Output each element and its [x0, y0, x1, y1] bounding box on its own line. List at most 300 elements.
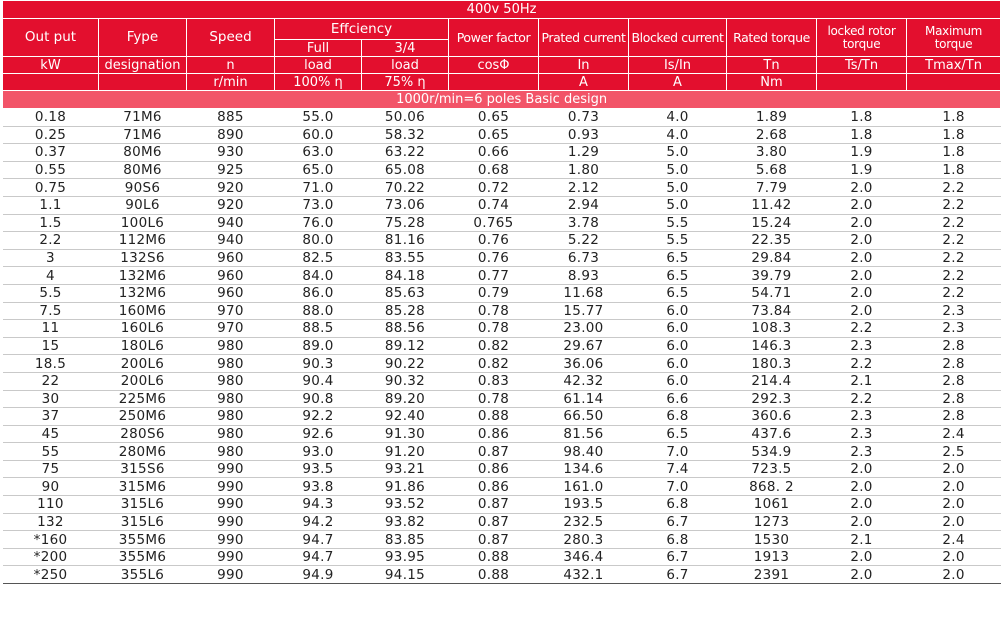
- cell-type: 315S6: [99, 460, 187, 478]
- cell-rated-current: 346.4: [539, 548, 629, 566]
- cell-eff-34: 94.15: [362, 566, 449, 584]
- cell-max-torque: 2.2: [907, 267, 1001, 285]
- unit2-locked-rotor: [817, 74, 907, 91]
- cell-power-factor: 0.88: [449, 548, 539, 566]
- table-row: [3, 249, 1001, 267]
- cell-eff-34: 73.06: [362, 196, 449, 214]
- unit-output: kW: [3, 57, 99, 74]
- cell-max-torque: 1.8: [907, 126, 1001, 144]
- cell-locked-rotor: 2.0: [817, 548, 907, 566]
- cell-type: 132M6: [99, 267, 187, 285]
- spec-rows: [3, 109, 1001, 584]
- cell-power-factor: 0.77: [449, 267, 539, 285]
- cell-speed: 990: [187, 566, 275, 584]
- table-row: [3, 109, 1001, 127]
- cell-type: 280M6: [99, 443, 187, 461]
- unit-speed: n: [187, 57, 275, 74]
- unit-type: designation: [99, 57, 187, 74]
- cell-output: 110: [3, 496, 99, 514]
- cell-type: 160M6: [99, 302, 187, 320]
- cell-locked-rotor: 2.0: [817, 284, 907, 302]
- cell-power-factor: 0.86: [449, 460, 539, 478]
- cell-power-factor: 0.88: [449, 408, 539, 426]
- cell-rated-torque: 3.80: [727, 144, 817, 162]
- cell-max-torque: 2.2: [907, 179, 1001, 197]
- cell-type: 180L6: [99, 337, 187, 355]
- unit-eff-full: load: [275, 57, 362, 74]
- cell-eff-full: 93.5: [275, 460, 362, 478]
- cell-power-factor: 0.79: [449, 284, 539, 302]
- cell-max-torque: 2.2: [907, 284, 1001, 302]
- cell-rated-current: 280.3: [539, 531, 629, 549]
- cell-locked-rotor: 2.3: [817, 337, 907, 355]
- cell-power-factor: 0.76: [449, 232, 539, 250]
- table-row: [3, 443, 1001, 461]
- cell-type: 71M6: [99, 109, 187, 127]
- cell-power-factor: 0.87: [449, 513, 539, 531]
- unit2-output: [3, 74, 99, 91]
- unit-locked-rotor: Ts/Tn: [817, 57, 907, 74]
- cell-power-factor: 0.78: [449, 302, 539, 320]
- cell-blocked-current: 5.5: [629, 214, 727, 232]
- cell-output: 18.5: [3, 355, 99, 373]
- unit-power-factor: cosΦ: [449, 57, 539, 74]
- cell-type: 132M6: [99, 284, 187, 302]
- cell-max-torque: 2.4: [907, 531, 1001, 549]
- cell-max-torque: 2.8: [907, 390, 1001, 408]
- cell-type: 80M6: [99, 161, 187, 179]
- cell-output: *200: [3, 548, 99, 566]
- cell-eff-full: 90.3: [275, 355, 362, 373]
- header-power-factor: Power factor: [449, 19, 539, 57]
- cell-output: 37: [3, 408, 99, 426]
- cell-speed: 885: [187, 109, 275, 127]
- cell-locked-rotor: 2.0: [817, 267, 907, 285]
- cell-rated-torque: 15.24: [727, 214, 817, 232]
- table-row: [3, 267, 1001, 285]
- unit2-rated-torque: Nm: [727, 74, 817, 91]
- cell-max-torque: 2.0: [907, 460, 1001, 478]
- cell-eff-34: 91.86: [362, 478, 449, 496]
- cell-type: 225M6: [99, 390, 187, 408]
- cell-output: 2.2: [3, 232, 99, 250]
- cell-rated-current: 61.14: [539, 390, 629, 408]
- cell-eff-34: 70.22: [362, 179, 449, 197]
- cell-output: 90: [3, 478, 99, 496]
- section-title: 1000r/min=6 poles Basic design: [3, 91, 1001, 109]
- cell-max-torque: 2.0: [907, 548, 1001, 566]
- cell-eff-34: 58.32: [362, 126, 449, 144]
- cell-blocked-current: 6.5: [629, 425, 727, 443]
- cell-locked-rotor: 2.1: [817, 372, 907, 390]
- cell-type: 90S6: [99, 179, 187, 197]
- cell-rated-current: 15.77: [539, 302, 629, 320]
- cell-speed: 930: [187, 144, 275, 162]
- cell-eff-full: 90.4: [275, 372, 362, 390]
- cell-output: 1.5: [3, 214, 99, 232]
- cell-eff-full: 55.0: [275, 109, 362, 127]
- cell-speed: 990: [187, 478, 275, 496]
- unit-blocked-current: Is/In: [629, 57, 727, 74]
- header-max-torque: Maximum torque: [907, 19, 1001, 57]
- cell-max-torque: 2.0: [907, 478, 1001, 496]
- table-row: [3, 337, 1001, 355]
- cell-rated-torque: 22.35: [727, 232, 817, 250]
- cell-eff-full: 93.0: [275, 443, 362, 461]
- cell-eff-full: 93.8: [275, 478, 362, 496]
- cell-rated-current: 134.6: [539, 460, 629, 478]
- table-row: [3, 478, 1001, 496]
- cell-speed: 920: [187, 196, 275, 214]
- cell-type: 71M6: [99, 126, 187, 144]
- cell-eff-full: 94.2: [275, 513, 362, 531]
- cell-power-factor: 0.88: [449, 566, 539, 584]
- cell-blocked-current: 6.6: [629, 390, 727, 408]
- cell-type: 280S6: [99, 425, 187, 443]
- cell-eff-full: 73.0: [275, 196, 362, 214]
- cell-locked-rotor: 2.0: [817, 460, 907, 478]
- cell-rated-current: 98.40: [539, 443, 629, 461]
- cell-blocked-current: 7.0: [629, 478, 727, 496]
- table-row: [3, 355, 1001, 373]
- cell-rated-torque: 7.79: [727, 179, 817, 197]
- cell-locked-rotor: 2.0: [817, 249, 907, 267]
- cell-rated-torque: 54.71: [727, 284, 817, 302]
- table-row: [3, 548, 1001, 566]
- cell-type: 355M6: [99, 531, 187, 549]
- cell-rated-current: 2.12: [539, 179, 629, 197]
- cell-output: *160: [3, 531, 99, 549]
- cell-eff-full: 92.6: [275, 425, 362, 443]
- cell-rated-torque: 1913: [727, 548, 817, 566]
- cell-eff-34: 85.28: [362, 302, 449, 320]
- header-eff-full: Full: [275, 40, 362, 57]
- cell-eff-full: 60.0: [275, 126, 362, 144]
- cell-speed: 980: [187, 372, 275, 390]
- cell-output: 0.55: [3, 161, 99, 179]
- cell-blocked-current: 4.0: [629, 126, 727, 144]
- cell-eff-34: 90.22: [362, 355, 449, 373]
- cell-eff-34: 93.52: [362, 496, 449, 514]
- cell-output: 132: [3, 513, 99, 531]
- cell-eff-34: 50.06: [362, 109, 449, 127]
- table-row: [3, 144, 1001, 162]
- cell-speed: 990: [187, 460, 275, 478]
- cell-rated-current: 66.50: [539, 408, 629, 426]
- cell-locked-rotor: 1.9: [817, 161, 907, 179]
- cell-max-torque: 2.2: [907, 232, 1001, 250]
- cell-power-factor: 0.87: [449, 531, 539, 549]
- cell-max-torque: 2.8: [907, 372, 1001, 390]
- cell-max-torque: 2.2: [907, 249, 1001, 267]
- cell-rated-current: 1.29: [539, 144, 629, 162]
- cell-eff-34: 89.20: [362, 390, 449, 408]
- cell-eff-full: 80.0: [275, 232, 362, 250]
- cell-eff-34: 65.08: [362, 161, 449, 179]
- cell-eff-full: 94.7: [275, 531, 362, 549]
- cell-power-factor: 0.68: [449, 161, 539, 179]
- cell-max-torque: 2.2: [907, 196, 1001, 214]
- cell-output: 0.37: [3, 144, 99, 162]
- cell-power-factor: 0.82: [449, 355, 539, 373]
- cell-power-factor: 0.74: [449, 196, 539, 214]
- cell-eff-34: 93.82: [362, 513, 449, 531]
- cell-eff-34: 91.30: [362, 425, 449, 443]
- cell-eff-34: 93.95: [362, 548, 449, 566]
- cell-speed: 960: [187, 249, 275, 267]
- cell-rated-torque: 108.3: [727, 320, 817, 338]
- cell-output: 55: [3, 443, 99, 461]
- table-row: [3, 566, 1001, 584]
- cell-output: 5.5: [3, 284, 99, 302]
- cell-blocked-current: 6.0: [629, 302, 727, 320]
- cell-rated-current: 3.78: [539, 214, 629, 232]
- table-row: [3, 531, 1001, 549]
- cell-output: 1.1: [3, 196, 99, 214]
- table-row: [3, 372, 1001, 390]
- cell-blocked-current: 7.0: [629, 443, 727, 461]
- cell-output: 0.18: [3, 109, 99, 127]
- cell-max-torque: 2.3: [907, 302, 1001, 320]
- header-blocked-current: Blocked current: [629, 19, 727, 57]
- header-type: Fype: [99, 19, 187, 57]
- cell-eff-34: 83.85: [362, 531, 449, 549]
- table-row: [3, 320, 1001, 338]
- cell-rated-current: 42.32: [539, 372, 629, 390]
- cell-blocked-current: 6.5: [629, 284, 727, 302]
- cell-max-torque: 2.8: [907, 408, 1001, 426]
- header-efficiency: Effciency: [275, 19, 449, 40]
- cell-locked-rotor: 1.8: [817, 109, 907, 127]
- cell-type: 160L6: [99, 320, 187, 338]
- cell-blocked-current: 5.0: [629, 161, 727, 179]
- header-locked-rotor-torque: locked rotor torque: [817, 19, 907, 57]
- cell-rated-torque: 73.84: [727, 302, 817, 320]
- cell-max-torque: 2.3: [907, 320, 1001, 338]
- cell-blocked-current: 6.8: [629, 408, 727, 426]
- table-row: [3, 408, 1001, 426]
- cell-speed: 980: [187, 443, 275, 461]
- cell-blocked-current: 5.0: [629, 144, 727, 162]
- cell-max-torque: 1.8: [907, 161, 1001, 179]
- cell-output: 75: [3, 460, 99, 478]
- cell-speed: 940: [187, 232, 275, 250]
- cell-rated-torque: 360.6: [727, 408, 817, 426]
- cell-type: 250M6: [99, 408, 187, 426]
- cell-max-torque: 1.8: [907, 144, 1001, 162]
- cell-speed: 970: [187, 320, 275, 338]
- cell-power-factor: 0.66: [449, 144, 539, 162]
- cell-type: 315L6: [99, 496, 187, 514]
- motor-spec-table: [2, 0, 1001, 584]
- cell-output: 0.25: [3, 126, 99, 144]
- cell-rated-current: 8.93: [539, 267, 629, 285]
- cell-type: 100L6: [99, 214, 187, 232]
- cell-type: 315L6: [99, 513, 187, 531]
- cell-locked-rotor: 2.3: [817, 425, 907, 443]
- cell-locked-rotor: 2.0: [817, 513, 907, 531]
- cell-speed: 980: [187, 425, 275, 443]
- cell-rated-current: 193.5: [539, 496, 629, 514]
- cell-max-torque: 2.0: [907, 496, 1001, 514]
- cell-eff-34: 91.20: [362, 443, 449, 461]
- cell-eff-full: 92.2: [275, 408, 362, 426]
- cell-rated-current: 1.80: [539, 161, 629, 179]
- cell-blocked-current: 6.8: [629, 496, 727, 514]
- cell-blocked-current: 6.0: [629, 372, 727, 390]
- cell-rated-current: 432.1: [539, 566, 629, 584]
- unit-max-torque: Tmax/Tn: [907, 57, 1001, 74]
- cell-power-factor: 0.78: [449, 390, 539, 408]
- cell-max-torque: 2.2: [907, 214, 1001, 232]
- cell-rated-current: 161.0: [539, 478, 629, 496]
- cell-rated-current: 11.68: [539, 284, 629, 302]
- unit2-speed: r/min: [187, 74, 275, 91]
- table-row: [3, 460, 1001, 478]
- cell-rated-current: 6.73: [539, 249, 629, 267]
- cell-output: 7.5: [3, 302, 99, 320]
- cell-eff-full: 71.0: [275, 179, 362, 197]
- cell-eff-full: 94.3: [275, 496, 362, 514]
- cell-locked-rotor: 2.2: [817, 390, 907, 408]
- cell-eff-34: 88.56: [362, 320, 449, 338]
- cell-rated-torque: 534.9: [727, 443, 817, 461]
- cell-rated-torque: 29.84: [727, 249, 817, 267]
- cell-blocked-current: 6.8: [629, 531, 727, 549]
- header-output: Out put: [3, 19, 99, 57]
- header-rated-torque: Rated torque: [727, 19, 817, 57]
- cell-power-factor: 0.76: [449, 249, 539, 267]
- cell-rated-current: 0.93: [539, 126, 629, 144]
- cell-eff-34: 92.40: [362, 408, 449, 426]
- cell-eff-full: 94.7: [275, 548, 362, 566]
- cell-blocked-current: 7.4: [629, 460, 727, 478]
- cell-rated-torque: 1530: [727, 531, 817, 549]
- cell-speed: 960: [187, 284, 275, 302]
- table-row: [3, 513, 1001, 531]
- unit2-eff-34: 75% η: [362, 74, 449, 91]
- cell-blocked-current: 6.7: [629, 566, 727, 584]
- cell-eff-34: 93.21: [362, 460, 449, 478]
- cell-speed: 990: [187, 496, 275, 514]
- cell-eff-34: 83.55: [362, 249, 449, 267]
- table-row: [3, 232, 1001, 250]
- cell-rated-torque: 2391: [727, 566, 817, 584]
- cell-blocked-current: 5.0: [629, 179, 727, 197]
- cell-locked-rotor: 2.0: [817, 196, 907, 214]
- cell-type: 200L6: [99, 355, 187, 373]
- cell-speed: 990: [187, 548, 275, 566]
- cell-output: 11: [3, 320, 99, 338]
- table-row: [3, 214, 1001, 232]
- cell-rated-torque: 180.3: [727, 355, 817, 373]
- cell-blocked-current: 4.0: [629, 109, 727, 127]
- cell-power-factor: 0.72: [449, 179, 539, 197]
- header-rated-current: Prated current: [539, 19, 629, 57]
- cell-speed: 925: [187, 161, 275, 179]
- cell-output: 4: [3, 267, 99, 285]
- cell-rated-torque: 723.5: [727, 460, 817, 478]
- cell-rated-torque: 5.68: [727, 161, 817, 179]
- cell-speed: 970: [187, 302, 275, 320]
- cell-max-torque: 2.8: [907, 337, 1001, 355]
- cell-output: 3: [3, 249, 99, 267]
- cell-eff-full: 94.9: [275, 566, 362, 584]
- cell-rated-torque: 1061: [727, 496, 817, 514]
- header-speed: Speed: [187, 19, 275, 57]
- unit2-power-factor: [449, 74, 539, 91]
- cell-max-torque: 2.4: [907, 425, 1001, 443]
- cell-eff-full: 76.0: [275, 214, 362, 232]
- cell-power-factor: 0.83: [449, 372, 539, 390]
- table-row: [3, 161, 1001, 179]
- cell-eff-34: 84.18: [362, 267, 449, 285]
- cell-power-factor: 0.87: [449, 496, 539, 514]
- cell-locked-rotor: 1.9: [817, 144, 907, 162]
- cell-eff-full: 89.0: [275, 337, 362, 355]
- cell-type: 200L6: [99, 372, 187, 390]
- cell-blocked-current: 5.5: [629, 232, 727, 250]
- cell-power-factor: 0.65: [449, 109, 539, 127]
- cell-rated-torque: 39.79: [727, 267, 817, 285]
- cell-power-factor: 0.765: [449, 214, 539, 232]
- cell-output: 0.75: [3, 179, 99, 197]
- cell-locked-rotor: 2.0: [817, 478, 907, 496]
- cell-rated-current: 23.00: [539, 320, 629, 338]
- cell-type: 355M6: [99, 548, 187, 566]
- cell-blocked-current: 6.5: [629, 249, 727, 267]
- cell-eff-full: 88.0: [275, 302, 362, 320]
- cell-locked-rotor: 2.1: [817, 531, 907, 549]
- unit2-blocked-current: A: [629, 74, 727, 91]
- unit-rated-current: In: [539, 57, 629, 74]
- cell-type: 112M6: [99, 232, 187, 250]
- cell-speed: 990: [187, 531, 275, 549]
- cell-max-torque: 2.0: [907, 566, 1001, 584]
- cell-speed: 980: [187, 355, 275, 373]
- cell-rated-current: 5.22: [539, 232, 629, 250]
- cell-locked-rotor: 2.2: [817, 355, 907, 373]
- cell-blocked-current: 6.7: [629, 548, 727, 566]
- cell-speed: 980: [187, 408, 275, 426]
- cell-locked-rotor: 2.0: [817, 566, 907, 584]
- cell-rated-torque: 2.68: [727, 126, 817, 144]
- cell-locked-rotor: 1.8: [817, 126, 907, 144]
- cell-locked-rotor: 2.0: [817, 179, 907, 197]
- table-row: [3, 390, 1001, 408]
- cell-type: 315M6: [99, 478, 187, 496]
- cell-type: 355L6: [99, 566, 187, 584]
- cell-max-torque: 2.8: [907, 355, 1001, 373]
- cell-locked-rotor: 2.0: [817, 232, 907, 250]
- cell-blocked-current: 6.0: [629, 320, 727, 338]
- cell-power-factor: 0.87: [449, 443, 539, 461]
- table-row: [3, 302, 1001, 320]
- cell-speed: 920: [187, 179, 275, 197]
- cell-max-torque: 2.5: [907, 443, 1001, 461]
- cell-eff-34: 75.28: [362, 214, 449, 232]
- cell-rated-current: 0.73: [539, 109, 629, 127]
- cell-rated-torque: 437.6: [727, 425, 817, 443]
- cell-eff-full: 88.5: [275, 320, 362, 338]
- cell-locked-rotor: 2.3: [817, 443, 907, 461]
- cell-rated-current: 36.06: [539, 355, 629, 373]
- cell-power-factor: 0.86: [449, 425, 539, 443]
- cell-power-factor: 0.82: [449, 337, 539, 355]
- cell-eff-34: 63.22: [362, 144, 449, 162]
- cell-speed: 960: [187, 267, 275, 285]
- cell-output: 22: [3, 372, 99, 390]
